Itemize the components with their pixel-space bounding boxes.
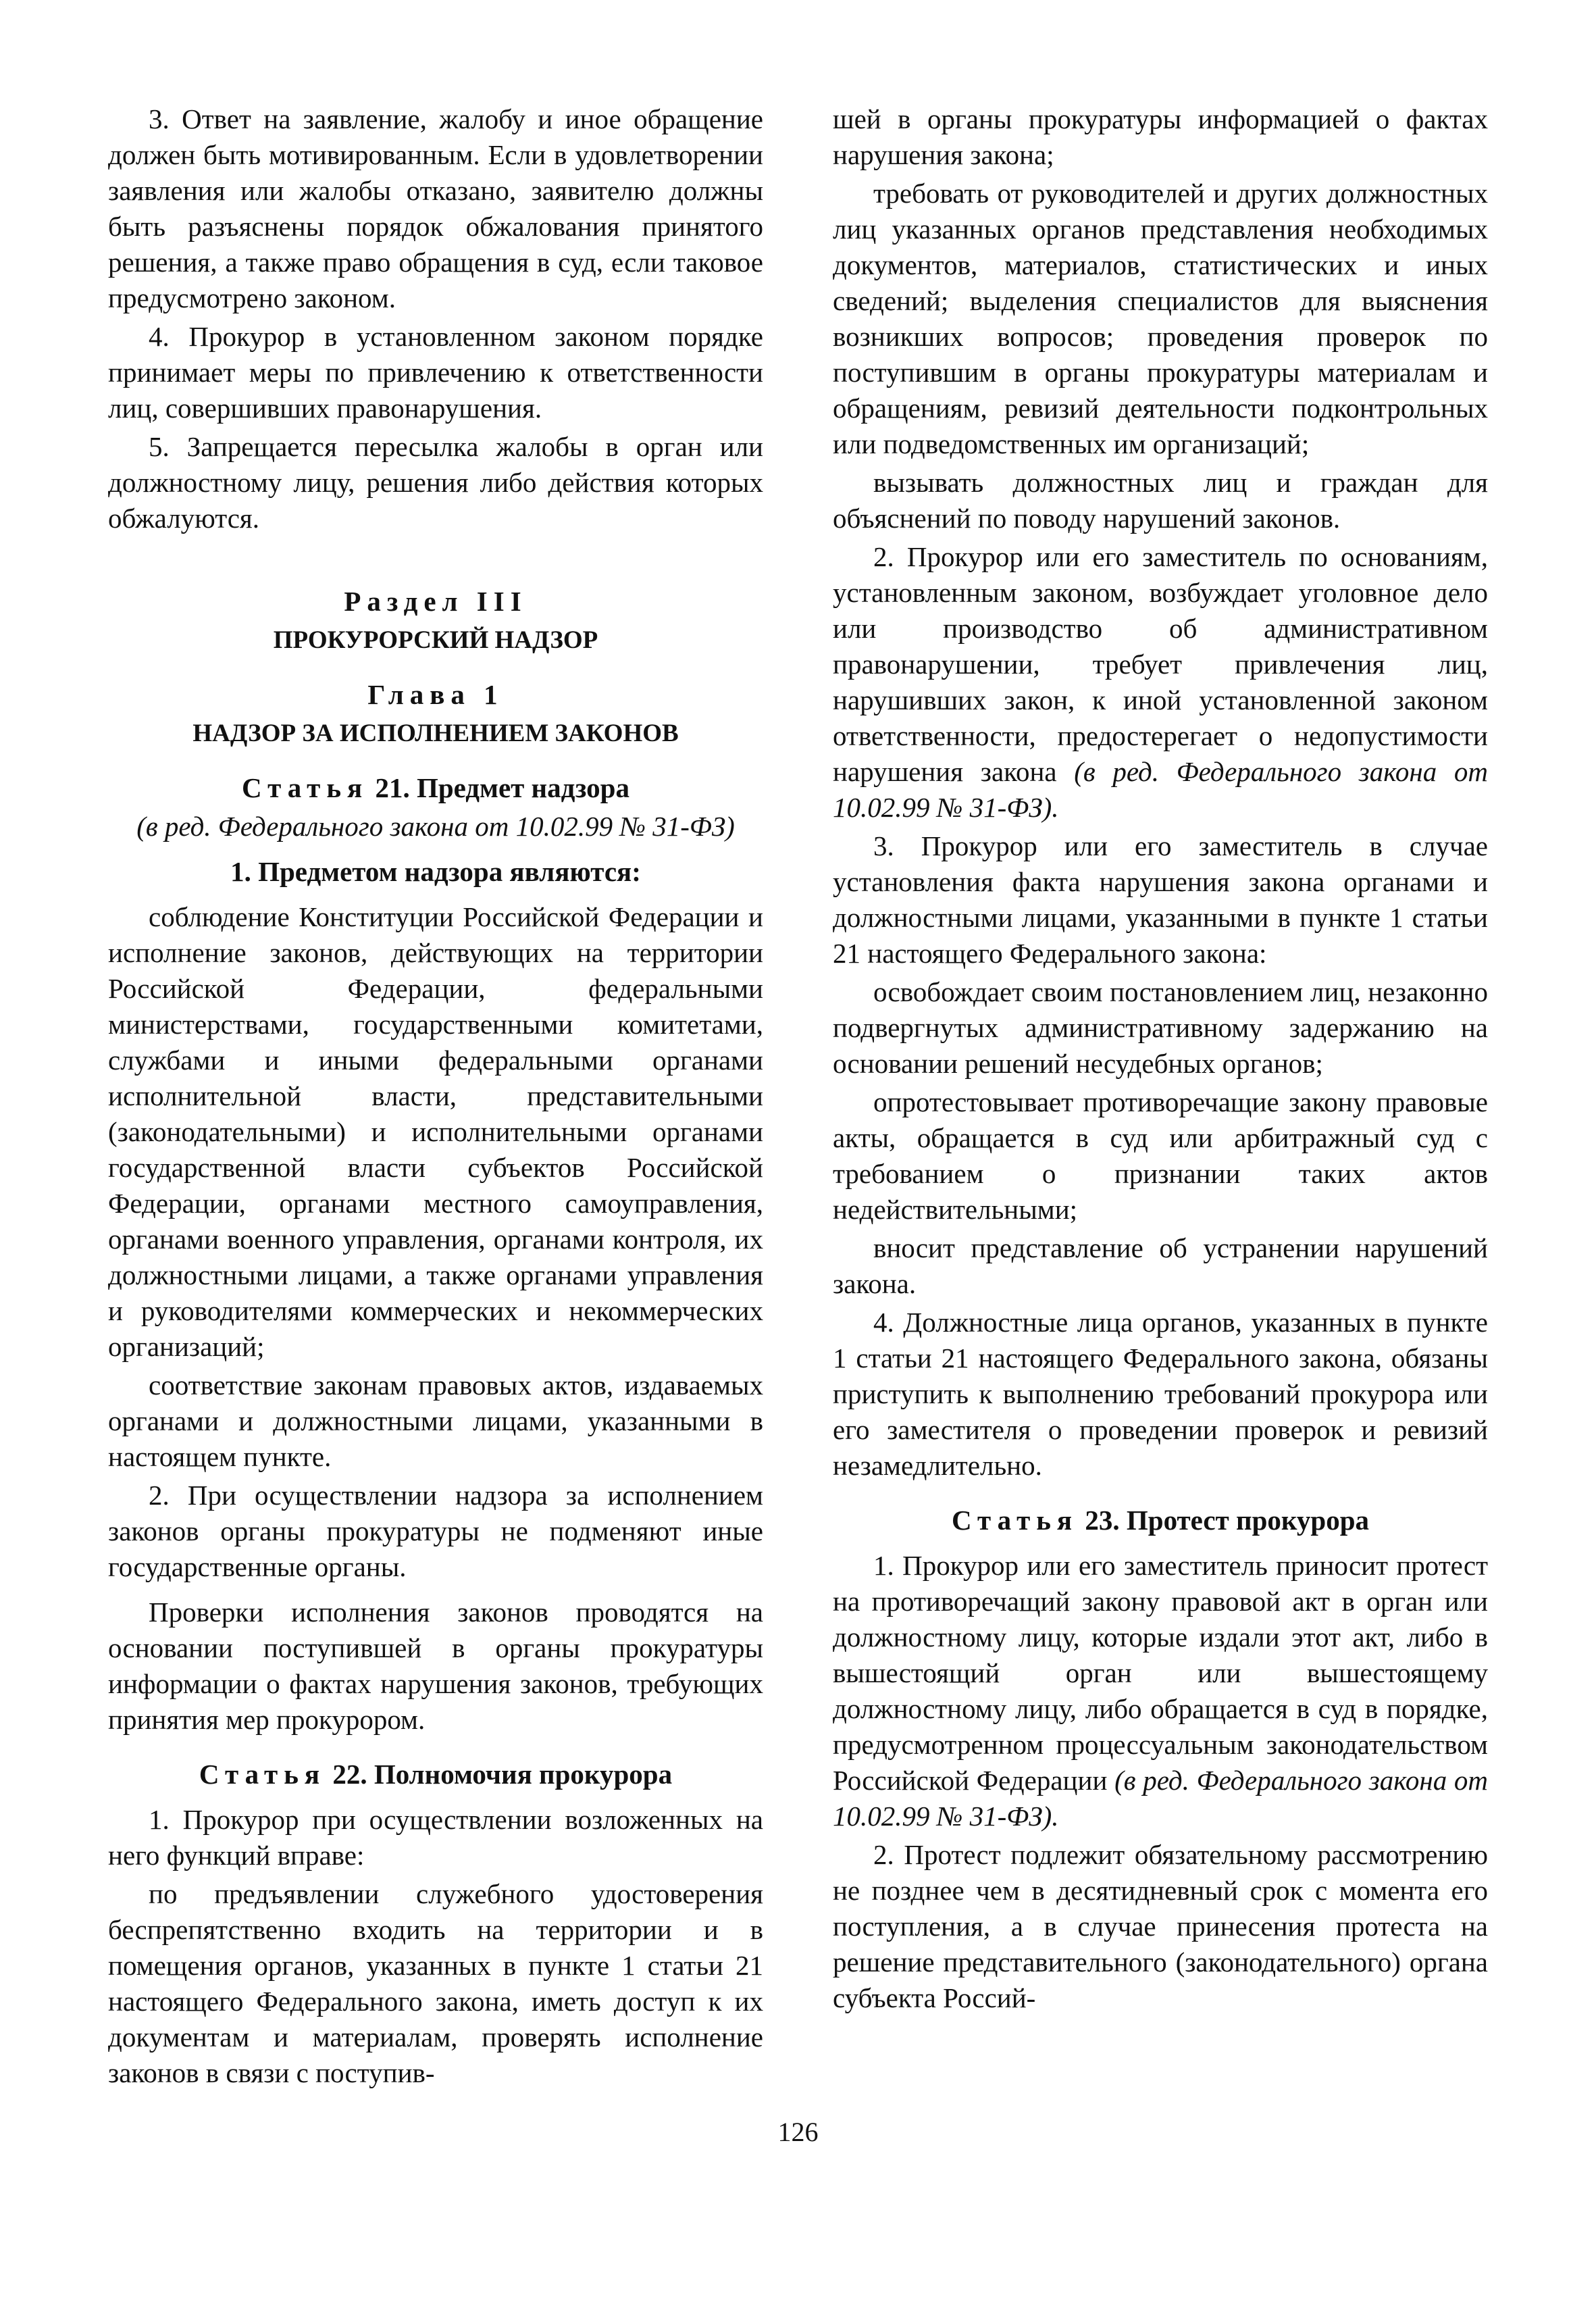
right-column: [833, 101, 1488, 2019]
section-title: ПРОКУРОРСКИЙ НАДЗОР: [273, 626, 598, 654]
article-title: 23. Протест прокурора: [1085, 1505, 1370, 1536]
paragraph: опротестовывает противоречащие закону правовые акты, обращается в суд или арбитражный суд с требованием о признании таких актов недействительными;: [833, 1086, 1488, 1225]
paragraph: освобождает своим постановлением лиц, незаконно подвергнутых административному задержанию на основании решений несудебных органов;: [833, 976, 1488, 1079]
paragraph: вызывать должностных лиц и граждан для объяснений по поводу нарушений законов.: [833, 467, 1488, 534]
paragraph: шей в органы прокуратуры информацией о фактах нарушения закона;: [833, 103, 1488, 170]
article-label: Статья: [199, 1759, 326, 1790]
paragraph: 2. Протест подлежит обязательному рассмотрению не позднее чем в десятидневный срок с момента его поступления, а в случае принесения протеста на решение представительного (законодательного) органа субъекта Россий-: [833, 1839, 1488, 2013]
paragraph: 3. Прокурор или его заместитель в случае установления факта нарушения закона органами и должностными лицами, указанными в пункте 1 статьи 21 настоящего Федерального закона:: [833, 830, 1488, 969]
article-23-heading: [833, 1503, 1488, 1538]
paragraph: [833, 1548, 1488, 1834]
paragraph: вносит представление об устранении нарушений закона.: [833, 1232, 1488, 1299]
article-title: 22. Полномочия прокурора: [332, 1759, 673, 1790]
paragraph-text: 1. Прокурор или его заместитель приносит протест на противоречащий закону правовой акт в орган или должностному лицу, которые издали этот акт, либо в вышестоящий орган или вышестоящему должностному лицу, либо обращается в суд в порядке, предусмотренном процессуальным законодательством Российской Федерации: [833, 1550, 1488, 1796]
article-21-heading: [108, 770, 763, 806]
paragraph: соответствие законам правовых актов, издаваемых органами и должностными лицами, указанными в настоящем пункте.: [108, 1369, 763, 1472]
article-label: Статья: [242, 772, 369, 803]
paragraph: соблюдение Конституции Российской Федерации и исполнение законов, действующих на территории Российской Федерации, федеральными министерствами, государственными комитетами, службами и иными федеральными органами исполнительной власти, представительными (законодательными) и исполнительными органами государственной власти субъектов Российской Федерации, органами местного самоуправления, органами военного управления, органами контроля, их должностными лицами, а также органами управления и руководителями коммерческих и некоммерческих организаций;: [108, 901, 763, 1362]
paragraph: требовать от руководителей и других должностных лиц указанных органов представления необходимых документов, материалов, статистических и иных сведений; выделения специалистов для выяснения возникших вопросов; проведения проверок по поступившим в органы прокуратуры материалам и обращениям, ревизий деятельности подконтрольных или подведомственных им организаций;: [833, 178, 1488, 459]
paragraph: Проверки исполнения законов проводятся на основании поступившей в органы прокуратуры информации о фактах нарушения законов, требующих принятия мер прокурором.: [108, 1596, 763, 1735]
chapter-label: Глава 1: [367, 679, 504, 710]
paragraph: 2. При осуществлении надзора за исполнением законов органы прокуратуры не подменяют иные государственные органы.: [108, 1480, 763, 1582]
article-21-subheading: 1. Предметом надзора являются:: [230, 856, 641, 887]
page-number: 126: [777, 2117, 819, 2147]
paragraph: 1. Прокурор при осуществлении возложенных на него функций вправе:: [108, 1804, 763, 1871]
paragraph: 4. Прокурор в установленном законом порядке принимает меры по привлечению к ответственности лиц, совершивших правонарушения.: [108, 321, 763, 424]
section-label: Раздел III: [344, 586, 527, 617]
chapter-title: НАДЗОР ЗА ИСПОЛНЕНИЕМ ЗАКОНОВ: [192, 720, 679, 747]
article-title: 21. Предмет надзора: [375, 772, 629, 803]
paragraph: 4. Должностные лица органов, указанных в пункте 1 статьи 21 настоящего Федерального закона, обязаны приступить к выполнению требований прокурора или его заместителя о проведении проверок и ревизий незамедлительно.: [833, 1307, 1488, 1481]
article-label: Статья: [951, 1505, 1079, 1536]
article-22-heading: [108, 1757, 763, 1792]
paragraph: [833, 539, 1488, 826]
left-column: [108, 101, 763, 2094]
paragraph: 5. Запрещается пересылка жалобы в орган или должностному лицу, решения либо действия которых обжалуются.: [108, 431, 763, 534]
paragraph-text: 2. Прокурор или его заместитель по основаниям, установленным законом, возбуждает уголовное дело или производство об административном правонарушении, требует привлечения лиц, нарушивших закон, к иной установленной законом ответственности, предостерегает о недопустимости нарушения закона: [833, 541, 1488, 787]
paragraph: по предъявлении служебного удостоверения беспрепятственно входить на территории и в помещения органов, указанных в пункте 1 статьи 21 настоящего Федерального закона, иметь доступ к их документам и материалам, проверять исполнение законов в связи с поступив-: [108, 1878, 763, 2088]
article-21-redaction: (в ред. Федерального закона от 10.02.99 № 31-ФЗ): [136, 811, 735, 842]
redaction-note: (в ред. Федерального закона от 10.02.99 № 31-ФЗ).: [833, 1765, 1489, 1832]
paragraph: 3. Ответ на заявление, жалобу и иное обращение должен быть мотивированным. Если в удовлетворении заявления или жалобы отказано, заявителю должны быть разъяснены порядок обжалования принятого решения, а также право обращения в суд, если таковое предусмотрено законом.: [108, 103, 763, 313]
redaction-note: (в ред. Федерального закона от 10.02.99 № 31-ФЗ).: [833, 756, 1489, 823]
